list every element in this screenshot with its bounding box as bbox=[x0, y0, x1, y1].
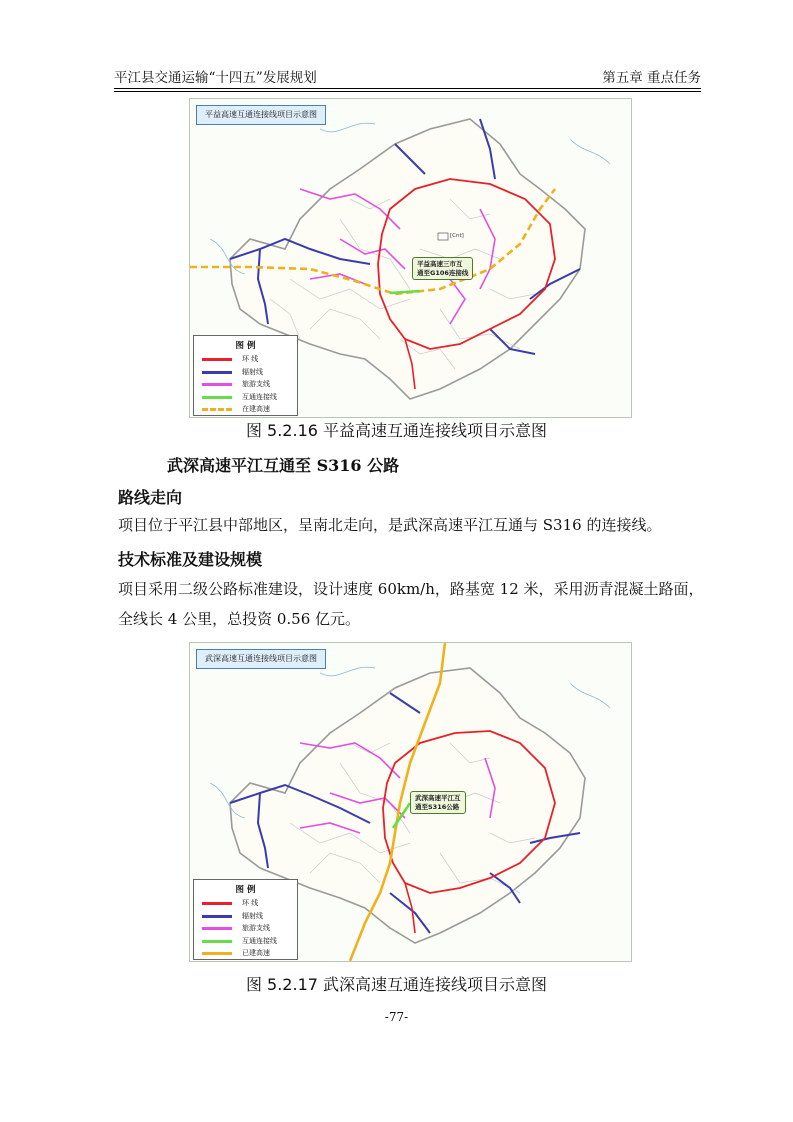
header-doc-title: 平江县交通运输“十四五”发展规划 bbox=[114, 70, 317, 86]
legend-title: 图 例 bbox=[235, 885, 256, 895]
legend-label: 在建高速 bbox=[242, 405, 270, 413]
legend-label: 旅游支线 bbox=[242, 380, 270, 388]
map-1-title-box: 平益高速互通连接线项目示意图 bbox=[196, 105, 326, 125]
figure-1-caption: 图 5.2.16 平益高速互通连接线项目示意图 bbox=[245, 421, 548, 440]
section-title: 武深高速平江互通至 S316 公路 bbox=[167, 456, 400, 475]
legend-label: 互通连接线 bbox=[242, 936, 277, 945]
tech-standard-text: 项目采用二级公路标准建设，设计速度 60km/h，路基宽 12 米，采用沥青混凝土路面，全线长 4 公里，总投资 0.56 亿元。 bbox=[118, 580, 704, 628]
tech-standard-heading: 技术标准及建设规模 bbox=[118, 550, 263, 569]
map-2-callout bbox=[410, 791, 466, 814]
legend-swatch bbox=[202, 915, 232, 918]
map-2-callout-line1: 武深高速平江互 bbox=[415, 794, 461, 802]
legend-item bbox=[194, 391, 297, 404]
map-figure-1 bbox=[189, 98, 632, 418]
page-number: -77- bbox=[384, 1010, 409, 1024]
map-2-legend bbox=[193, 879, 298, 960]
route-direction-paragraph bbox=[118, 510, 710, 540]
legend-label: 环 线 bbox=[242, 899, 259, 907]
map-1-callout bbox=[412, 257, 473, 280]
page-header bbox=[114, 66, 701, 90]
legend-label: 互通连接线 bbox=[242, 392, 277, 401]
map-1-callout-line1: 平益高速三市互 bbox=[417, 260, 463, 268]
map-1-legend bbox=[193, 335, 298, 416]
header-rule-thin bbox=[114, 91, 701, 92]
legend-swatch bbox=[202, 902, 232, 905]
route-direction-heading: 路线走向 bbox=[118, 488, 183, 507]
legend-label: 已建高速 bbox=[242, 949, 270, 957]
tech-standard-paragraph bbox=[118, 574, 710, 634]
legend-item bbox=[194, 897, 297, 910]
legend-swatch bbox=[202, 396, 232, 399]
legend-title: 图 例 bbox=[235, 341, 256, 351]
route-direction-text: 项目位于平江县中部地区，呈南北走向，是武深高速平江互通与 S316 的连接线。 bbox=[118, 516, 662, 534]
legend-item bbox=[194, 366, 297, 379]
legend-label: 旅游支线 bbox=[242, 924, 270, 932]
legend-item bbox=[194, 935, 297, 948]
legend-item bbox=[194, 922, 297, 935]
map-1-callout-line2: 通至G106连接线 bbox=[417, 268, 469, 277]
map-2-callout-line2: 通至S316公路 bbox=[415, 802, 460, 811]
legend-swatch bbox=[202, 927, 232, 930]
header-chapter: 第五章 重点任务 bbox=[602, 70, 701, 86]
legend-item bbox=[194, 378, 297, 391]
legend-swatch bbox=[202, 383, 232, 386]
figure-2-caption: 图 5.2.17 武深高速互通连接线项目示意图 bbox=[245, 975, 548, 994]
legend-swatch bbox=[202, 940, 232, 943]
map-2-title-box: 武深高速互通连接线项目示意图 bbox=[196, 649, 326, 669]
legend-swatch bbox=[202, 371, 232, 374]
map-figure-2 bbox=[189, 642, 632, 962]
legend-item bbox=[194, 403, 297, 416]
legend-item bbox=[194, 947, 297, 960]
legend-swatch bbox=[202, 952, 232, 955]
legend-swatch bbox=[202, 408, 232, 411]
legend-swatch bbox=[202, 358, 232, 361]
legend-label: 辐射线 bbox=[242, 367, 263, 376]
legend-label: 辐射线 bbox=[242, 911, 263, 920]
legend-label: 环 线 bbox=[242, 355, 259, 363]
map-1-place-label: [Cnt] bbox=[450, 233, 464, 239]
header-rule bbox=[114, 88, 701, 89]
legend-item bbox=[194, 910, 297, 923]
legend-item bbox=[194, 353, 297, 366]
